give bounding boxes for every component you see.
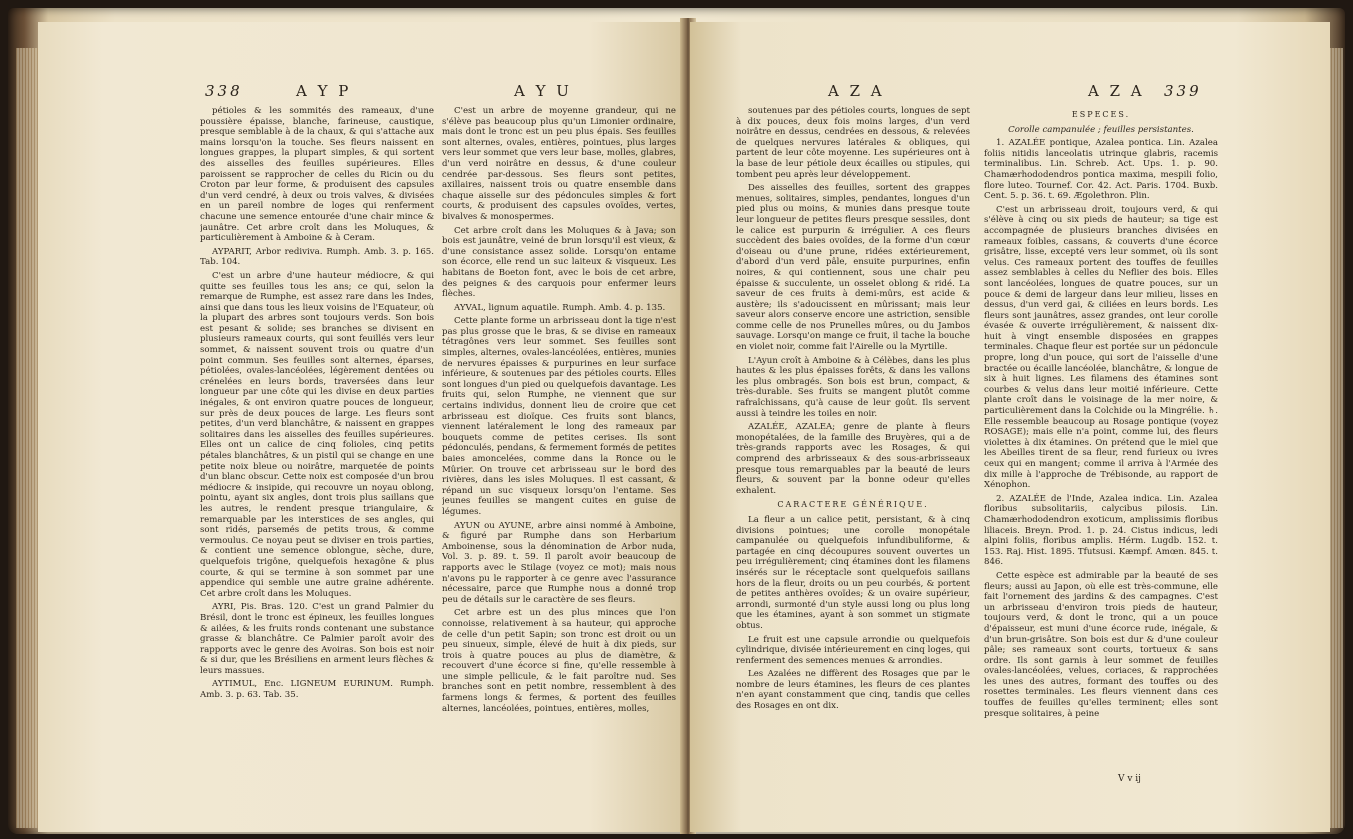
right-header-right: A Z A <box>1088 82 1145 100</box>
right-column-1 <box>736 106 970 746</box>
paragraph: AYUN ou AYUNE, arbre ainsi nommé à Amboine, & figuré par Rumphe dans son Herbarium Amboinense, sous la dénomination de Arbor nuda, Vol. 3. p. 89. t. 59. Il paroît avoir beaucoup de rapports avec le Stilage (voyez ce mot); mais nous n'avons pu le rapporter à ce genre avec l'assurance nécessaire, parce que Rumphe nous a donné trop peu de détails sur le caractère de ses fleurs. <box>442 520 676 605</box>
signature-mark: V v ij <box>1118 774 1141 784</box>
paragraph: L'Ayun croît à Amboine & à Célèbes, dans les plus hautes & les plus épaisses forêts, & dans les vallons les plus ombragés. Son bois est brun, compact, & très-durable. Ses fruits se mangent plutôt comme rafraîchissans, qu'à cause de leur goût. Ils servent aussi à teindre les toiles en noir. <box>736 355 970 419</box>
right-header-left: A Z A <box>828 82 885 100</box>
right-page-number: 339 <box>1164 82 1202 100</box>
open-book <box>8 8 1345 834</box>
paragraph: pétioles & les sommités des rameaux, d'une poussière épaisse, blanche, farineuse, caustique, presque semblable à de la chaux, & qui s'attache aux mains lorsqu'on la touche. Ses fleurs naissent en longues grappes, la plupart simples, & qui sortent des aisselles des feuilles supérieures. Elles paroissent se rapprocher de celles du Ricin ou du Croton par leur forme, & produisent des capsules d'un verd cendré, à deux ou trois valves, & divisées en un pareil nombre de loges qui renferment chacune une semence entourée d'une chair mince & jaunâtre. Cet arbre croît dans les Moluques, & particulièrement à Amboine & à Ceram. <box>200 106 434 244</box>
right-column-2 <box>984 106 1218 746</box>
paragraph: CARACTERE GÉNÉRIQUE. <box>777 500 929 510</box>
paragraph: C'est un arbre de moyenne grandeur, qui ne s'élève pas beaucoup plus qu'un Limonier ordinaire, mais dont le tronc est un peu plus épais. Ses feuilles sont alternes, ovales, entières, pointues, plus larges vers leur sommet que vers leur base, molles, glabres, d'un verd noirâtre en dessus, & d'une couleur cendrée par-dessous. Ses fleurs sont petites, axillaires, naissent trois ou quatre ensemble dans chaque aisselle sur des pédoncules simples & fort courts, & produisent des capsules ovoïdes, vertes, bivalves & monospermes. <box>442 106 676 222</box>
paragraph: AYRI, Pis. Bras. 120. C'est un grand Palmier du Brésil, dont le tronc est épineux, les feuilles longues & ailées, & les fruits ronds contenant une substance grasse & blanchâtre. Ce Palmier paroît avoir des rapports avec le genre des Avoiras. Son bois est noir & si dur, que les Brésiliens en arment leurs flèches & leurs massues. <box>200 602 434 676</box>
left-page <box>38 22 686 832</box>
paragraph: AYVAL, lignum aquatile. Rumph. Amb. 4. p. 135. <box>454 302 666 313</box>
paragraph: Cet arbre est un des plus minces que l'on connoisse, relativement à sa hauteur, qui approche de celle d'un petit Sapin; son tronc est droit ou un peu sinueux, simple, élevé de huit à dix pieds, sur trois à quatre pouces au plus de diamètre, & recouvert d'une écorce si fine, qu'elle ressemble à une simple pellicule, & le fait paroître nud. Ses branches sont en petit nombre, ressemblent à des farmens longs & fermes, & portent des feuilles alternes, lancéolées, pointues, entières, molles, <box>442 608 676 714</box>
right-page <box>690 22 1330 832</box>
paragraph: Cette plante forme un arbrisseau dont la tige n'est pas plus grosse que le bras, & se divise en rameaux tétragônes vers leur sommet. Ses feuilles sont simples, alternes, ovales-lancéolées, entières, munies de nervures épaisses & purpurines en leur surface inférieure, & soutenues par des pétioles courts. Elles sont longues d'un pied ou quelquefois davantage. Les fruits qui, selon Rumphe, ne viennent que sur certains individus, donnent lieu de croire que cet arbrisseau est dioïque. Ces fruits sont blancs, viennent latéralement le long des rameaux par bouquets comme de petites cerises. Ils sont pédonculés, pendans, & fermement formés de petites baies amoncelées, comme dans la Ronce ou le Mûrier. On trouve cet arbrisseau sur le bord des rivières, dans les isles Moluques. Il est cassant, & répand un suc visqueux lorsqu'on l'entame. Ses jeunes feuilles se mangent cuites en guise de légumes. <box>442 316 676 517</box>
left-header-right: A Y U <box>514 82 572 100</box>
paragraph: C'est un arbre d'une hauteur médiocre, & qui quitte ses feuilles tous les ans; ce qui, selon la remarque de Rumphe, est assez rare dans les Indes, ainsi que dans tous les lieux voisins de l'Equateur, où la plupart des arbres sont toujours verds. Son bois est pesant & solide; ses branches se divisent en plusieurs rameaux courts, qui sont feuillés vers leur sommet, & naissent souvent trois ou quatre d'un point commun. Ses feuilles sont alternes, éparses, pétiolées, ovales-lancéolées, légèrement dentées ou crénelées en leurs bords, traversées dans leur longueur par une côte qui les divise en deux parties inégales, & ont environ quatre pouces de longueur, sur près de deux pouces de large. Les fleurs sont petites, d'un verd blanchâtre, & naissent en grappes solitaires dans les aisselles des feuilles supérieures. Elles ont un calice de cinq folioles, cinq petits pétales blanchâtres, & un pistil qui se change en une petite noix bleue ou noirâtre, marquetée de points d'un blanc obscur. Cette noix est composée d'un brou médiocre & insipide, qui recouvre un noyau oblong, pointu, ayant six angles, dont trois plus saillans que les autres, le rendent presque triangulaire, & remarquable par les interstices de ses angles, qui sont ridés, parsemés de petits trous, & comme vermoulus. Ce noyau peut se diviser en trois parties, & contient une semence oblongue, sèche, dure, quelquefois trigône, quelquefois hexagône & plus courte, & qui se termine à son sommet par une appendice qui semble une autre graine adhérente. Cet arbre croît dans les Moluques. <box>200 270 434 599</box>
paragraph: Corolle campanulée ; feuilles persistantes. <box>1008 124 1194 135</box>
paragraph: Le fruit est une capsule arrondie ou quelquefois cylindrique, divisée intérieurement en cinq loges, qui renferment des semences menues & arrondies. <box>736 634 970 666</box>
paragraph: soutenues par des pétioles courts, longues de sept à dix pouces, deux fois moins larges, d'un verd noirâtre en dessus, cendrées en dessous, & relevées de quelques nervures latérales & obliques, qui partent de leur côte moyenne. Les supérieures ont à la base de leur pétiole deux écailles ou stipules, qui tombent peu après leur développement. <box>736 106 970 180</box>
paragraph: AZALÉE, AZALEA; genre de plante à fleurs monopétalées, de la famille des Bruyères, qui a de très-grands rapports avec les Rosages, & qui comprend des arbrisseaux & des sous-arbrisseaux presque tous remarquables par la beauté de leurs fleurs, & souvent par la bonne odeur qu'elles exhalent. <box>736 422 970 496</box>
paragraph: Cet arbre croît dans les Moluques & à Java; son bois est jaunâtre, veiné de brun lorsqu'il est vieux, & d'une consistance assez solide. Lorsqu'on entame son écorce, elle rend un suc laiteux & visqueux. Les habitans de Boeton font, avec le bois de cet arbre, des peignes & des carquois pour enfermer leurs flèches. <box>442 225 676 300</box>
left-column-1 <box>200 106 434 746</box>
paragraph: 1. AZALÉE pontique, Azalea pontica. Lin. Azalea foliis nitidis lanceolatis utrinque glabris, racemis terminalibus. Lin. Schreb. Act. Ups. 1. p. 90. Chamærhododendros pontica maxima, mespili folio, flore luteo. Tournef. Cor. 42. Act. Paris. 1704. Buxb. Cent. 5. p. 36. t. 69. Ægolethron. Plin. <box>984 138 1218 202</box>
paragraph: 2. AZALÉE de l'Inde, Azalea indica. Lin. Azalea floribus subsolitariis, calycibus pilosis. Lin. Chamærhododendron exoticum, amplissimis floribus liliaceis. Breyn. Prod. 1. p. 24. Cistus indicus, ledi alpini foliis, floribus amplis. Hérm. Lugdb. 152. t. 153. Raj. Hist. 1895. Tfutsusi. Kæmpf. Amœn. 845. t. 846. <box>984 493 1218 568</box>
paragraph: C'est un arbrisseau droit, toujours verd, & qui s'élève à cinq ou six pieds de hauteur; sa tige est accompagnée de plusieurs branches divisées en rameaux foibles, cassans, & couverts d'une écorce grisâtre, lisse, excepté vers leur sommet, où ils sont velus. Ces rameaux portent des touffes de feuilles assez semblables à celles du Neflier des bois. Elles sont lancéolées, longues de quatre pouces, sur un pouce & demi de largeur dans leur milieu, lisses en dessus, d'un verd gai, & ciliées en leurs bords. Les fleurs sont jaunâtres, assez grandes, ont leur corolle évasée & ouverte irrégulièrement, & naissent dix-huit à vingt ensemble disposées en grappes terminales. Chaque fleur est portée sur un pédoncule propre, long d'un pouce, qui sort de l'aisselle d'une bractée ou écaille lancéolée, blanchâtre, & longue de six à huit lignes. Les filamens des étamines sont courbes & velus dans leur moitié inférieure. Cette plante croît dans le voisinage de la mer noire, & particulièrement dans la Colchide ou la Mingrélie. ♄. Elle ressemble beaucoup au Rosage pontique (voyez ROSAGE); mais elle n'a point, comme lui, des fleurs violettes à dix étamines. On prétend que le miel que les Abeilles tirent de sa fleur, rend furieux ou ivres ceux qui en mangent; comme il arriva à l'Armée des dix mille à l'approche de Trébisonde, au rapport de Xénophon. <box>984 204 1218 491</box>
left-column-2 <box>442 106 676 746</box>
paragraph: AYPARIT, Arbor rediviva. Rumph. Amb. 3. p. 165. Tab. 104. <box>200 246 434 268</box>
paragraph: Des aisselles des feuilles, sortent des grappes menues, solitaires, simples, pendantes, longues d'un pied plus ou moins, & munies dans presque toute leur longueur de petites fleurs presque sessiles, dont le calice est purpurin & irrégulier. A ces fleurs succèdent des baies ovoïdes, de la forme d'un cœur d'oiseau ou d'une prune, ridées extérieurement, d'abord d'un verd pâle, ensuite purpurines, enfin noires, & qui contiennent, sous une chair peu épaisse & succulente, un osselet oblong & ridé. La saveur de ces fruits à demi-mûrs, est acide & austère; ils s'adoucissent en mûrissant; mais leur saveur alors conserve encore une astriction, sensible comme celle de nos Prunelles mûres, ou du Jambos sauvage. Lorsqu'on mange ce fruit, il tache la bouche en violet noir, comme fait l'Airelle ou la Myrtille. <box>736 183 970 353</box>
left-page-number: 338 <box>205 82 243 100</box>
paragraph: La fleur a un calice petit, persistant, & à cinq divisions pointues; une corolle monopétale campanulée ou quelquefois infundibuliforme, & partagée en cinq découpures souvent ouvertes un peu irrégulièrement; cinq étamines dont les filamens insérés sur le réceptacle sont quelquefois saillans hors de la fleur, droits ou un peu courbés, & portent de petites anthères ovoïdes; & un ovaire supérieur, arrondi, surmonté d'un style aussi long ou plus long que les étamines, ayant à son sommet un stigmate obtus. <box>736 514 970 631</box>
paragraph: ESPECES. <box>1071 110 1131 119</box>
left-header-left: A Y P <box>296 82 352 100</box>
paragraph: Cette espèce est admirable par la beauté de ses fleurs; aussi au Japon, où elle est très-commune, elle fait l'ornement des jardins & des campagnes. C'est un arbrisseau d'environ trois pieds de hauteur, toujours verd, & dont le tronc, qui a un pouce d'épaisseur, est muni d'une écorce rude, inégale, & d'un brun-grisâtre. Son bois est dur & d'une couleur pâle; ses rameaux sont courts, tortueux & sans ordre. Ils sont garnis à leur sommet de feuilles ovales-lancéolées, velues, coriaces, & rapprochées les unes des autres, formant des touffes ou des rosettes terminales. Les fleurs viennent dans ces touffes de feuilles qu'elles terminent; elles sont presque solitaires, à peine <box>984 570 1218 719</box>
paragraph: Les Azalées ne diffèrent des Rosages que par le nombre de leurs étamines, les fleurs de ces plantes n'en ayant constamment que cinq, tandis que celles des Rosages en ont dix. <box>736 669 970 712</box>
paragraph: AYTIMUL, Enc. LIGNEUM EURINUM. Rumph. Amb. 3. p. 63. Tab. 35. <box>200 679 434 701</box>
left-running-header <box>38 82 686 108</box>
right-running-header <box>690 82 1330 108</box>
